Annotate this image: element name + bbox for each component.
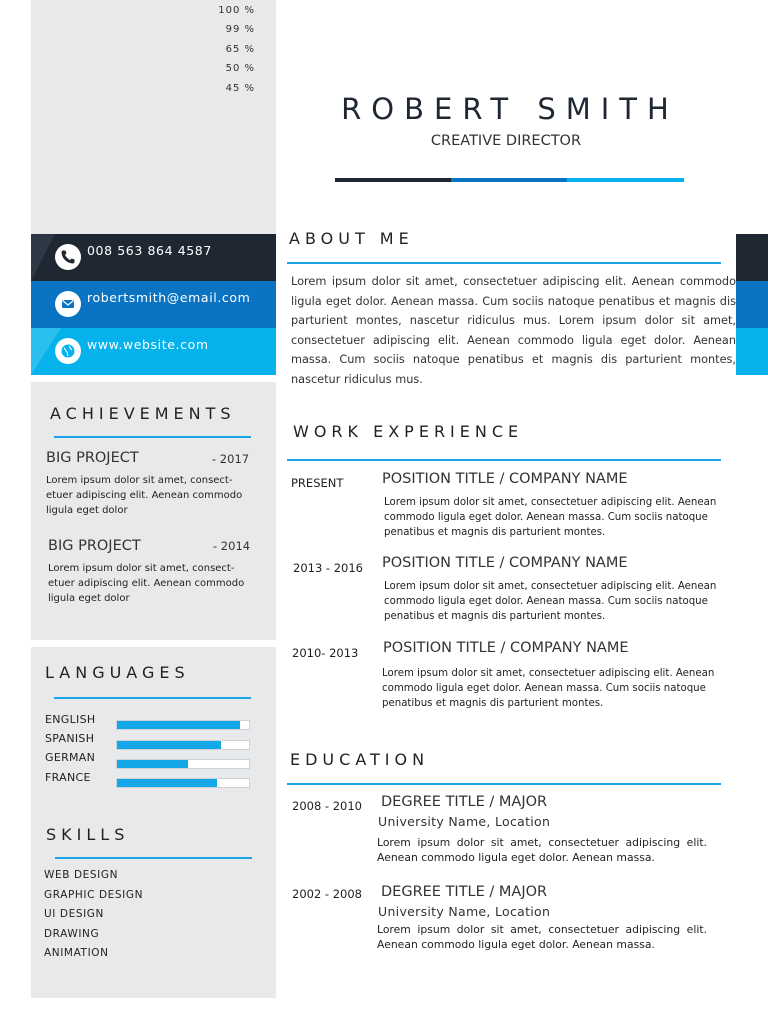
achievement-title: BIG PROJECT: [46, 450, 139, 466]
education-heading: EDUCATION: [290, 750, 430, 769]
percentage-label: 65 %: [225, 44, 255, 55]
phone-icon: [55, 244, 81, 270]
achievement-description: Lorem ipsum dolor sit amet, consect-etuer adipiscing elit. Aenean commodo ligula eget dolor: [48, 563, 245, 604]
achievement-description: Lorem ipsum dolor sit amet, consect-etuer adipiscing elit. Aenean commodo ligula eget dolor: [46, 475, 243, 516]
languages-skills-panel: [31, 647, 276, 998]
education-description: Lorem ipsum dolor sit amet, consectetuer adipiscing elit. Aenean commodo ligula eget dolor. Aenean massa.: [377, 836, 707, 864]
percentage-label: 100 %: [218, 5, 255, 16]
skill-item: ANIMATION: [44, 947, 109, 959]
university-name: University Name, Location: [378, 814, 551, 829]
work-rule: [287, 459, 721, 461]
about-heading: ABOUT ME: [289, 229, 414, 248]
language-name: FRANCE: [45, 771, 91, 784]
percentage-label: 50 %: [225, 63, 255, 74]
contact-email: [31, 281, 276, 328]
contact-website: [31, 328, 276, 375]
degree-title: DEGREE TITLE / MAJOR: [381, 794, 548, 810]
language-level-bar: [116, 778, 250, 788]
globe-icon: [55, 338, 81, 364]
language-level-fill: [117, 760, 188, 768]
header-rule-blue: [451, 178, 567, 182]
percentage-label: 45 %: [225, 83, 255, 94]
edge-block-light-blue: [736, 328, 768, 375]
job-description: Lorem ipsum dolor sit amet, consectetuer adipiscing elit. Aenean commodo ligula eget dolor. Aenean massa. Cum sociis natoque penatibus et magnis dis parturient montes.: [382, 668, 715, 709]
language-level-bar: [116, 759, 250, 769]
job-title: POSITION TITLE / COMPANY NAME: [383, 640, 629, 656]
languages-heading: LANGUAGES: [45, 663, 190, 682]
education-date: 2002 - 2008: [292, 887, 362, 901]
skill-item: GRAPHIC DESIGN: [44, 889, 144, 901]
achievements-rule: [54, 436, 251, 438]
bar-notch: [31, 234, 55, 281]
language-name: SPANISH: [45, 732, 95, 745]
language-name: GERMAN: [45, 751, 96, 764]
percentage-label: 99 %: [225, 24, 255, 35]
skills-rule: [55, 857, 252, 859]
skills-heading: SKILLS: [46, 825, 130, 844]
phone-number[interactable]: 008 563 864 4587: [87, 243, 212, 258]
degree-title: DEGREE TITLE / MAJOR: [381, 884, 548, 900]
sidebar-top-panel: [31, 0, 276, 234]
job-description: Lorem ipsum dolor sit amet, consectetuer adipiscing elit. Aenean commodo ligula eget dolor. Aenean massa. Cum sociis natoque penatibus et magnis dis parturient montes.: [384, 497, 717, 538]
envelope-icon: [55, 291, 81, 317]
achievement-year: - 2014: [213, 539, 251, 553]
person-role: CREATIVE DIRECTOR: [430, 133, 582, 149]
language-level-fill: [117, 741, 221, 749]
header-rule-dark: [335, 178, 451, 182]
person-name: ROBERT SMITH: [341, 92, 679, 126]
language-level-fill: [117, 721, 240, 729]
edge-block-blue: [736, 281, 768, 328]
about-rule: [287, 262, 721, 264]
language-level-fill: [117, 779, 217, 787]
achievement-year: - 2017: [212, 452, 250, 466]
education-description: Lorem ipsum dolor sit amet, consectetuer adipiscing elit. Aenean commodo ligula eget dolor. Aenean massa.: [377, 923, 707, 951]
work-heading: WORK EXPERIENCE: [293, 422, 524, 441]
skill-item: WEB DESIGN: [44, 869, 119, 881]
language-level-bar: [116, 740, 250, 750]
job-title: POSITION TITLE / COMPANY NAME: [382, 555, 628, 571]
job-date: 2010- 2013: [292, 646, 359, 660]
job-date: PRESENT: [291, 476, 344, 490]
website-url[interactable]: www.website.com: [87, 337, 209, 352]
header-rule-light-blue: [567, 178, 684, 182]
education-date: 2008 - 2010: [292, 799, 362, 813]
about-text: Lorem ipsum dolor sit amet, consectetuer adipiscing elit. Aenean commodo ligula eget dolor. Aenean massa. Cum sociis natoque penatibus et magnis dis parturient montes, nascetur ridiculus mus. Lorem ipsum dolor sit amet, consectetuer adipiscing elit. Aenean commodo ligula eget dolor. Aenean massa. Cum sociis natoque penatibus et magnis dis parturient montes, nascetur ridiculus mus.: [291, 275, 736, 386]
university-name: University Name, Location: [378, 904, 551, 919]
job-date: 2013 - 2016: [293, 561, 363, 575]
job-title: POSITION TITLE / COMPANY NAME: [382, 471, 628, 487]
job-description: Lorem ipsum dolor sit amet, consectetuer adipiscing elit. Aenean commodo ligula eget dolor. Aenean massa. Cum sociis natoque penatibus et magnis dis parturient montes.: [384, 581, 717, 622]
contact-phone: [31, 234, 276, 281]
achievement-title: BIG PROJECT: [48, 538, 141, 554]
skill-item: DRAWING: [44, 928, 100, 940]
language-name: ENGLISH: [45, 713, 96, 726]
edge-block-dark: [736, 234, 768, 281]
email-address[interactable]: robertsmith@email.com: [87, 290, 251, 305]
language-level-bar: [116, 720, 250, 730]
skill-item: UI DESIGN: [44, 908, 104, 920]
languages-rule: [54, 697, 251, 699]
achievements-heading: ACHIEVEMENTS: [50, 404, 236, 423]
education-rule: [287, 783, 721, 785]
